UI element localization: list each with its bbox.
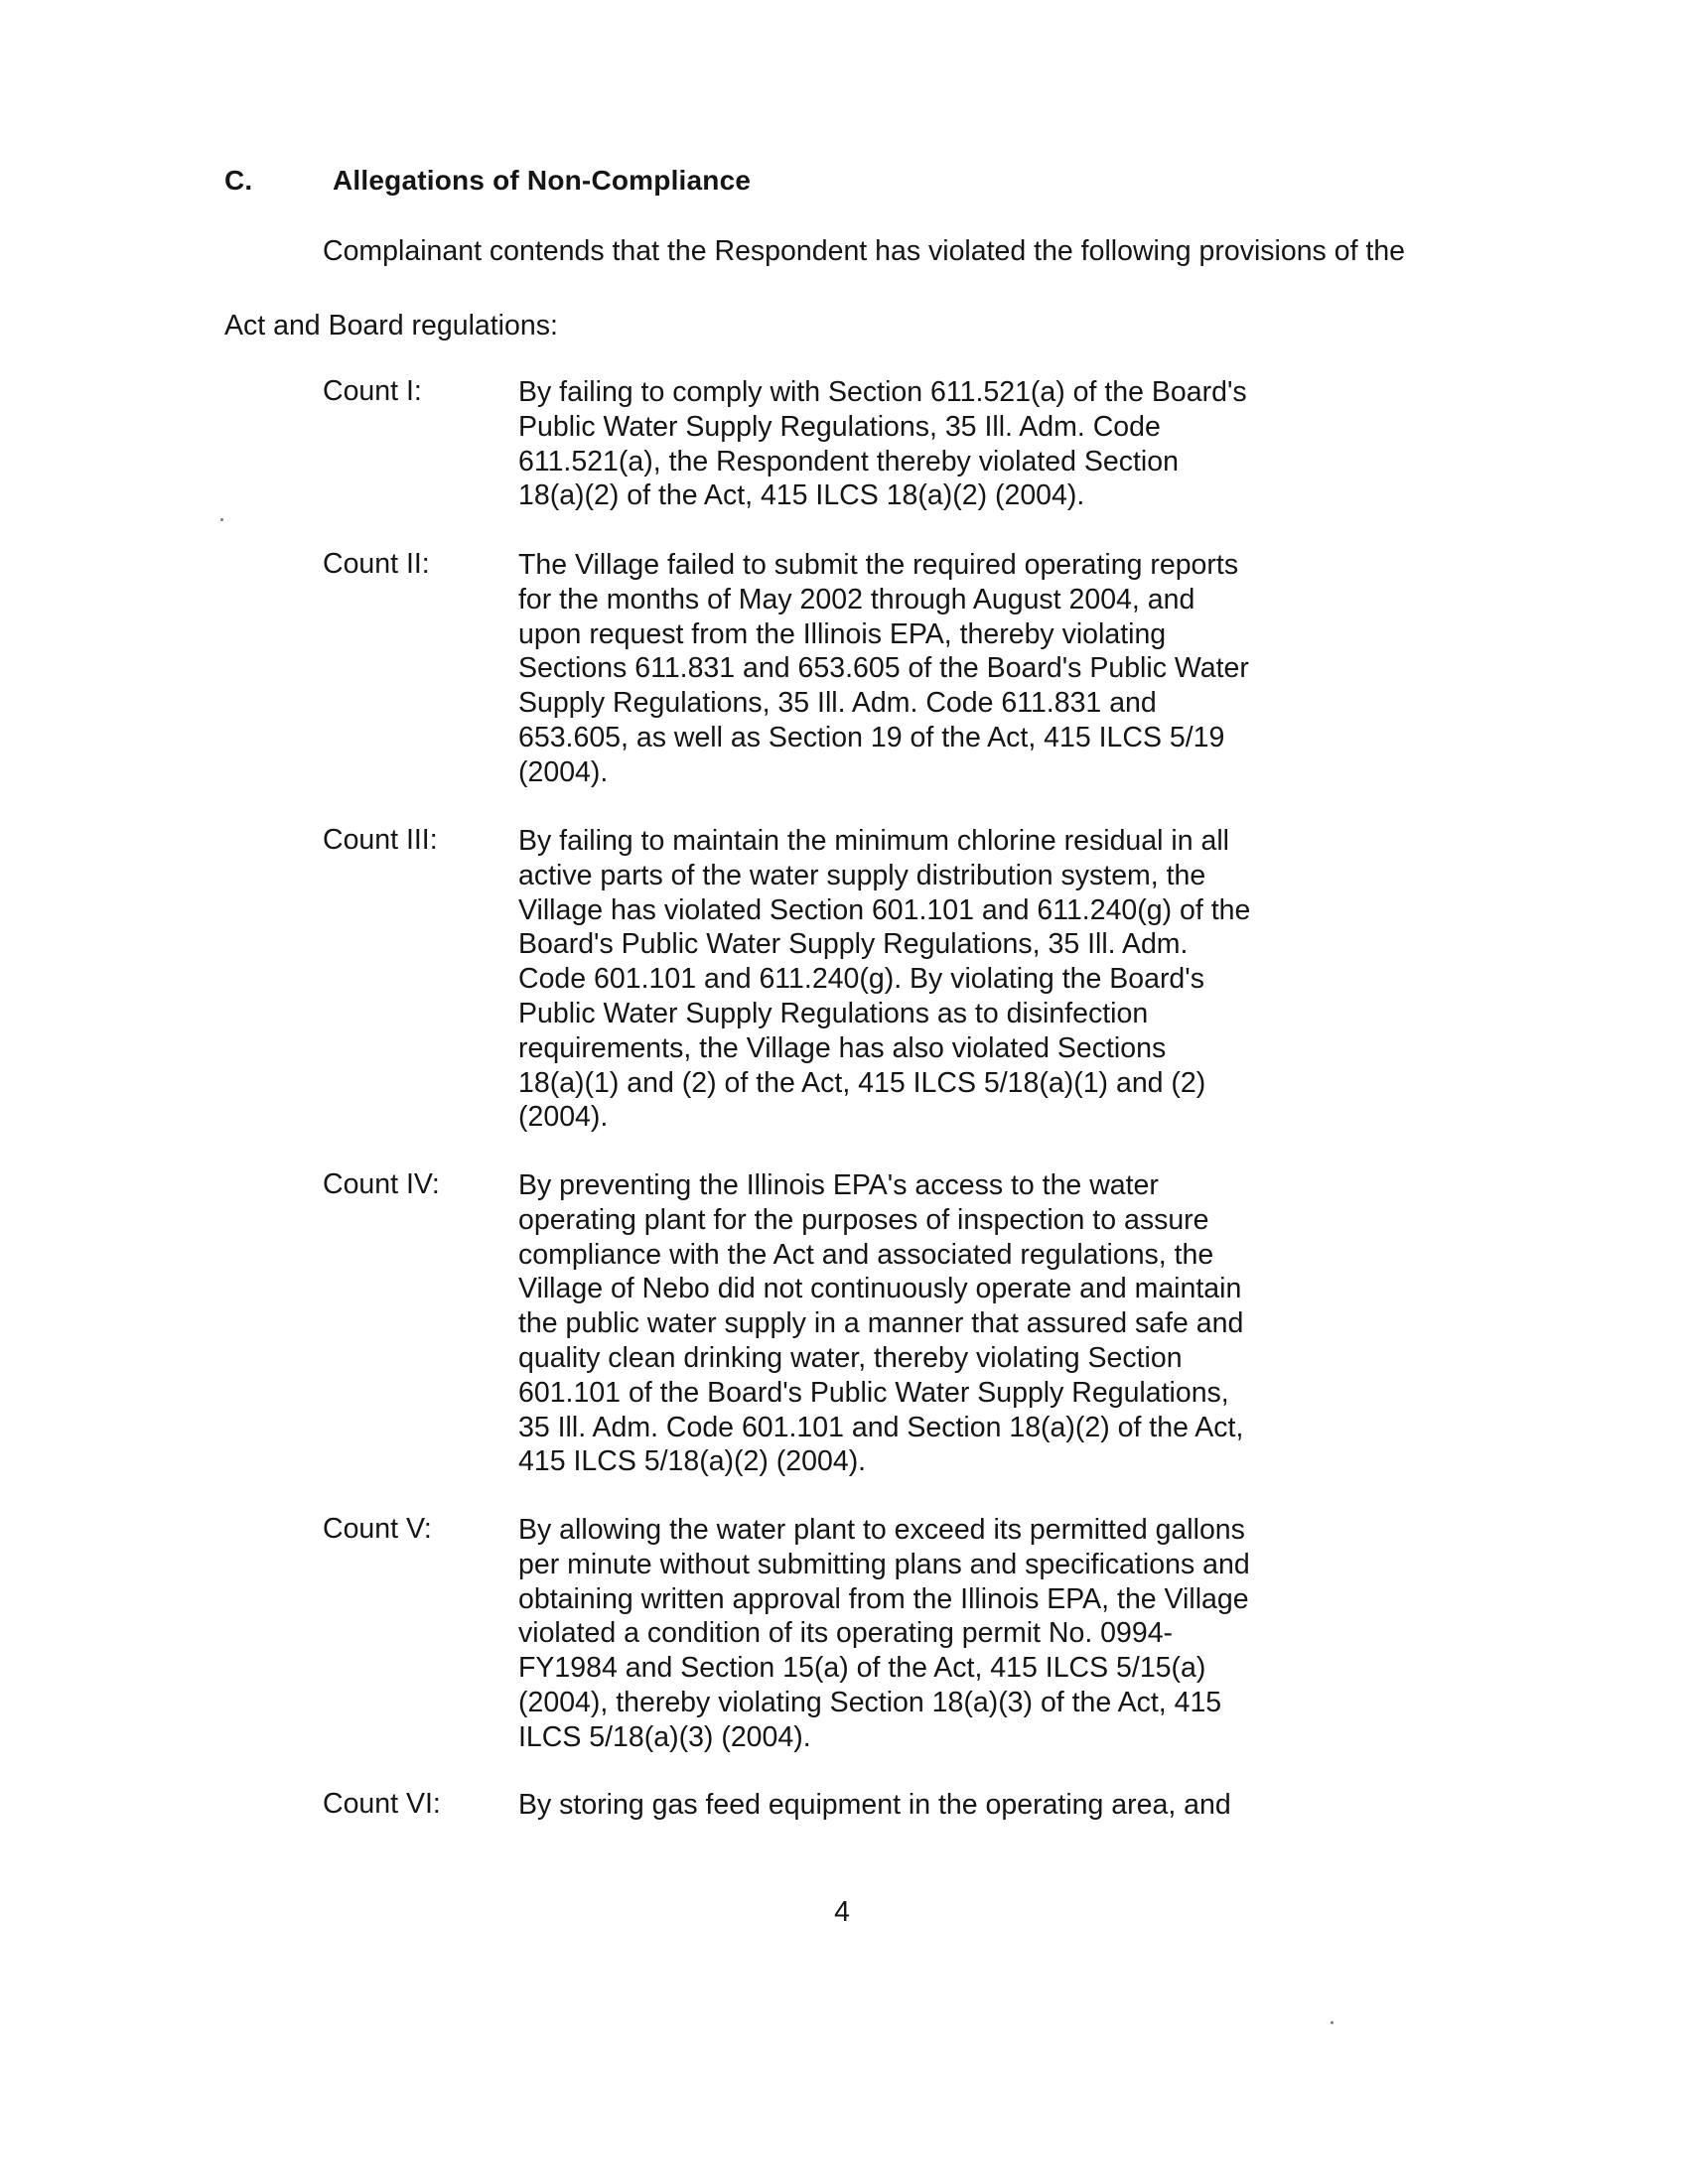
count-text-line: operating plant for the purposes of inspection to assure	[518, 1203, 1209, 1236]
count-text-line: By failing to maintain the minimum chlorine residual in all	[518, 825, 1229, 857]
count-text-line: 35 Ill. Adm. Code 601.101 and Section 18(a)(2) of the Act,	[518, 1411, 1244, 1443]
count-text-line: 18(a)(1) and (2) of the Act, 415 ILCS 5/18(a)(1) and (2)	[518, 1066, 1206, 1099]
count-text-line: 601.101 of the Board's Public Water Supply Regulations,	[518, 1376, 1229, 1409]
count-text-line: Village has violated Section 601.101 and 611.240(g) of the	[518, 893, 1251, 926]
intro-paragraph-line-2: Act and Board regulations:	[224, 310, 558, 341]
count-text-line: The Village failed to submit the required operating reports	[518, 549, 1239, 581]
count-text-line: violated a condition of its operating permit No. 0994-	[518, 1617, 1174, 1650]
count-text	[518, 1788, 1313, 1823]
count-text-line: FY1984 and Section 15(a) of the Act, 415 ILCS 5/15(a)	[518, 1652, 1206, 1685]
count-text-line: 18(a)(2) of the Act, 415 ILCS 18(a)(2) (2004).	[518, 479, 1085, 512]
count-text-line: Supply Regulations, 35 Ill. Adm. Code 611.831 and	[518, 687, 1157, 720]
count-text-line: 611.521(a), the Respondent thereby violated Section	[518, 445, 1179, 478]
scan-speck	[1331, 2021, 1333, 2024]
count-label: Count II:	[323, 548, 430, 580]
count-text-line: requirements, the Village has also violated Sections	[518, 1031, 1167, 1064]
section-title: Allegations of Non-Compliance	[333, 165, 752, 196]
count-text-line: Public Water Supply Regulations as to disinfection	[518, 997, 1149, 1029]
count-text-line: 653.605, as well as Section 19 of the Act, 415 ILCS 5/19	[518, 721, 1225, 753]
count-text-line: By allowing the water plant to exceed its permitted gallons	[518, 1514, 1245, 1546]
count-text-line: quality clean drinking water, thereby violating Section	[518, 1341, 1183, 1374]
page-number: 4	[834, 1896, 850, 1928]
count-text	[518, 1168, 1313, 1479]
count-text-line: upon request from the Illinois EPA, thereby violating	[518, 617, 1167, 650]
count-label: Count I:	[323, 375, 422, 407]
count-label: Count V:	[323, 1513, 432, 1545]
count-text-line: Public Water Supply Regulations, 35 Ill. Adm. Code	[518, 410, 1161, 443]
count-text-line: By storing gas feed equipment in the operating area, and	[518, 1789, 1231, 1821]
count-text-line: per minute without submitting plans and specifications and	[518, 1548, 1250, 1580]
count-text-line: ILCS 5/18(a)(3) (2004).	[518, 1720, 811, 1753]
count-text	[518, 375, 1313, 513]
count-label: Count IV:	[323, 1168, 440, 1200]
count-text-line: for the months of May 2002 through August 2004, and	[518, 583, 1195, 615]
count-text	[518, 1513, 1313, 1755]
count-text-line: 415 ILCS 5/18(a)(2) (2004).	[518, 1445, 867, 1478]
count-text-line: compliance with the Act and associated regulations, the	[518, 1238, 1214, 1271]
count-text-line: Board's Public Water Supply Regulations, 35 Ill. Adm.	[518, 928, 1189, 961]
scan-speck	[220, 518, 223, 521]
count-text-line: By failing to comply with Section 611.521(a) of the Board's	[518, 376, 1247, 408]
count-text	[518, 824, 1313, 1135]
count-text-line: By preventing the Illinois EPA's access to the water	[518, 1169, 1159, 1201]
section-heading	[224, 165, 751, 197]
count-text-line: the public water supply in a manner that assured safe and	[518, 1307, 1244, 1340]
count-label: Count VI:	[323, 1788, 441, 1820]
count-text-line: Sections 611.831 and 653.605 of the Board's Public Water	[518, 652, 1249, 685]
count-text-line: Code 601.101 and 611.240(g). By violating the Board's	[518, 963, 1204, 996]
intro-paragraph-line-1: Complainant contends that the Respondent has violated the following provisions of the	[323, 235, 1406, 267]
count-label: Count III:	[323, 824, 438, 856]
count-text	[518, 548, 1313, 790]
count-text-line: active parts of the water supply distribution system, the	[518, 859, 1206, 891]
count-text-line: (2004).	[518, 1101, 609, 1134]
count-text-line: obtaining written approval from the Illinois EPA, the Village	[518, 1582, 1249, 1615]
section-letter: C.	[224, 165, 253, 196]
count-text-line: Village of Nebo did not continuously operate and maintain	[518, 1273, 1242, 1305]
count-text-line: (2004), thereby violating Section 18(a)(3) of the Act, 415	[518, 1686, 1222, 1718]
count-text-line: (2004).	[518, 755, 609, 788]
